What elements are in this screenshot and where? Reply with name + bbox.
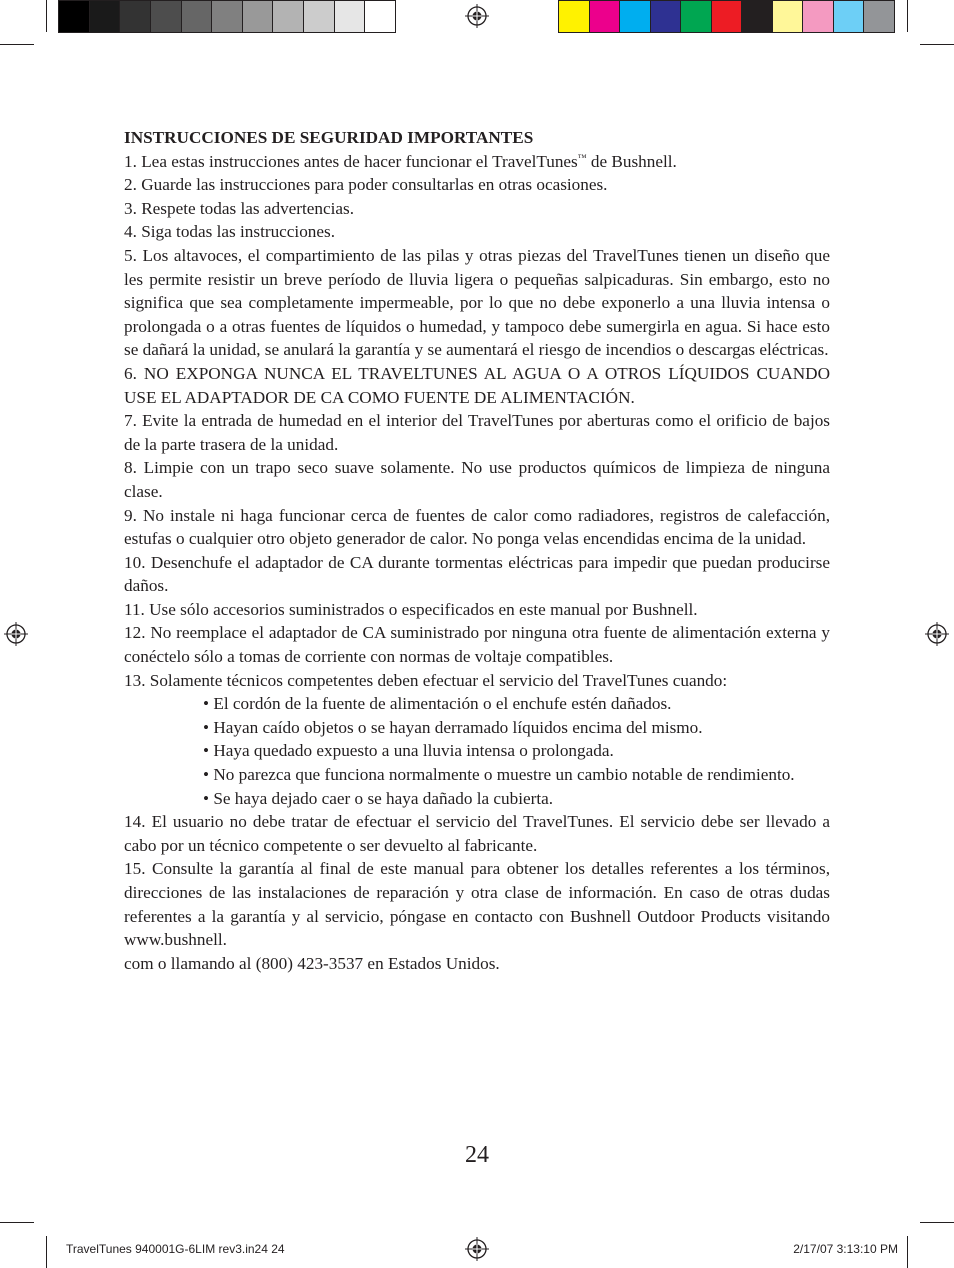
color-swatch [712,1,743,32]
page-number: 24 [465,1142,489,1168]
color-swatch [365,1,395,32]
bullet-item: • No parezca que funciona normalmente o muestre un cambio notable de rendimiento. [203,765,795,785]
crop-mark [0,1222,34,1223]
slug-filename: TravelTunes 940001G-6LIM rev3.in24 24 [66,1242,285,1256]
color-swatch [335,1,366,32]
bullet-item: • Haya quedado expuesto a una lluvia intensa o prolongada. [203,741,614,761]
color-swatch [864,1,894,32]
color-swatch [243,1,274,32]
list-item [124,150,830,174]
list-item: 14. El usuario no debe tratar de efectuar el servicio del TravelTunes. El servicio debe ser llevado a cabo por un técnico competente o ser devuelto al fabricante. [124,812,830,855]
grayscale-color-bar [58,0,396,33]
list-item-text: 1. Lea estas instrucciones antes de hacer funcionar el TravelTunes [124,151,578,171]
page-title: INSTRUCCIONES DE SEGURIDAD IMPORTANTES [124,128,534,147]
crop-mark [907,0,908,32]
list-item: 10. Desenchufe el adaptador de CA durante tormentas eléctricas para impedir que puedan producirse daños. [124,552,830,596]
color-swatch [773,1,804,32]
color-swatch [620,1,651,32]
crop-mark [920,44,954,45]
list-item: 12. No reemplace el adaptador de CA suministrado por ninguna otra fuente de alimentación externa y conéctelo sólo a tomas de corriente con normas de voltaje compatibles. [124,623,830,667]
color-swatch [590,1,621,32]
list-item: 9. No instale ni haga funcionar cerca de fuentes de calor como radiadores, registros de calefacción, estufas o cualquier otro objeto generador de calor. No ponga velas encendidas encima de la unidad. [124,505,830,549]
registration-mark-icon [465,1237,489,1261]
list-item: 3. Respete todas las advertencias. [124,198,355,218]
list-item: com o llamando al (800) 423-3537 en Estados Unidos. [124,953,500,973]
color-swatch [59,1,90,32]
list-item: 11. Use sólo accesorios suministrados o especificados en este manual por Bushnell. [124,599,698,619]
list-item: 5. Los altavoces, el compartimiento de las pilas y otras piezas del TravelTunes tienen un diseño que les permite resistir un breve período de lluvia ligera o pequeñas salpicaduras. Sin embargo, esto no significa que sea completamente impermeable, por lo que no debe exponerlo a una lluvia intensa o prolongada o a otras fuentes de líquidos o humedad, y tampoco debe sumergirla en agua. Si hace esto se dañará la unidad, se anulará la garantía y se aumentará el riesgo de incendios o descargas eléctricas. [124,245,830,360]
color-swatch [834,1,865,32]
color-swatch [651,1,682,32]
list-item: 2. Guarde las instrucciones para poder consultarlas en otras ocasiones. [124,175,608,195]
list-item-text: de Bushnell. [586,151,677,171]
list-item: 8. Limpie con un trapo seco suave solamente. No use productos químicos de limpieza de ninguna clase. [124,458,830,501]
color-swatch [304,1,335,32]
list-item: 15. Consulte la garantía al final de este manual para obtener los detalles referentes a los términos, direcciones de las instalaciones de reparación y otra clase de información. En caso de otras dudas referentes a la garantía y al servicio, póngase en contacto con Bushnell Outdoor Products visitando www.bushnell. [124,859,830,950]
bullet-item: • Se haya dejado caer o se haya dañado la cubierta. [203,788,554,808]
registration-mark-icon [465,4,489,28]
color-swatch [803,1,834,32]
list-item: 7. Evite la entrada de humedad en el interior del TravelTunes por aberturas como el orificio de bajos de la parte trasera de la unidad. [124,411,830,454]
color-swatch [151,1,182,32]
registration-mark-icon [4,622,28,646]
bullet-item: • Hayan caído objetos o se hayan derramado líquidos encima del mismo. [203,717,703,737]
process-color-bar [558,0,895,33]
document-body [124,126,830,975]
color-swatch [273,1,304,32]
crop-mark [46,1236,47,1268]
registration-mark-icon [925,622,949,646]
color-swatch [559,1,590,32]
list-item: 13. Solamente técnicos competentes deben efectuar el servicio del TravelTunes cuando: [124,670,728,690]
list-item: 6. NO EXPONGA NUNCA EL TRAVELTUNES AL AGUA O A OTROS LÍQUIDOS CUANDO USE EL ADAPTADOR DE CA COMO FUENTE DE ALIMENTACIÓN. [124,363,830,407]
color-swatch [212,1,243,32]
color-swatch [120,1,151,32]
crop-mark [0,44,34,45]
list-item: 4. Siga todas las instrucciones. [124,222,335,242]
bullet-item: • El cordón de la fuente de alimentación o el enchufe estén dañados. [203,694,672,714]
crop-mark [920,1222,954,1223]
color-swatch [742,1,773,32]
trademark-symbol: ™ [577,151,587,162]
color-swatch [182,1,213,32]
color-swatch [90,1,121,32]
crop-mark [46,0,47,32]
slug-datetime: 2/17/07 3:13:10 PM [793,1242,898,1256]
color-swatch [681,1,712,32]
crop-mark [907,1236,908,1268]
